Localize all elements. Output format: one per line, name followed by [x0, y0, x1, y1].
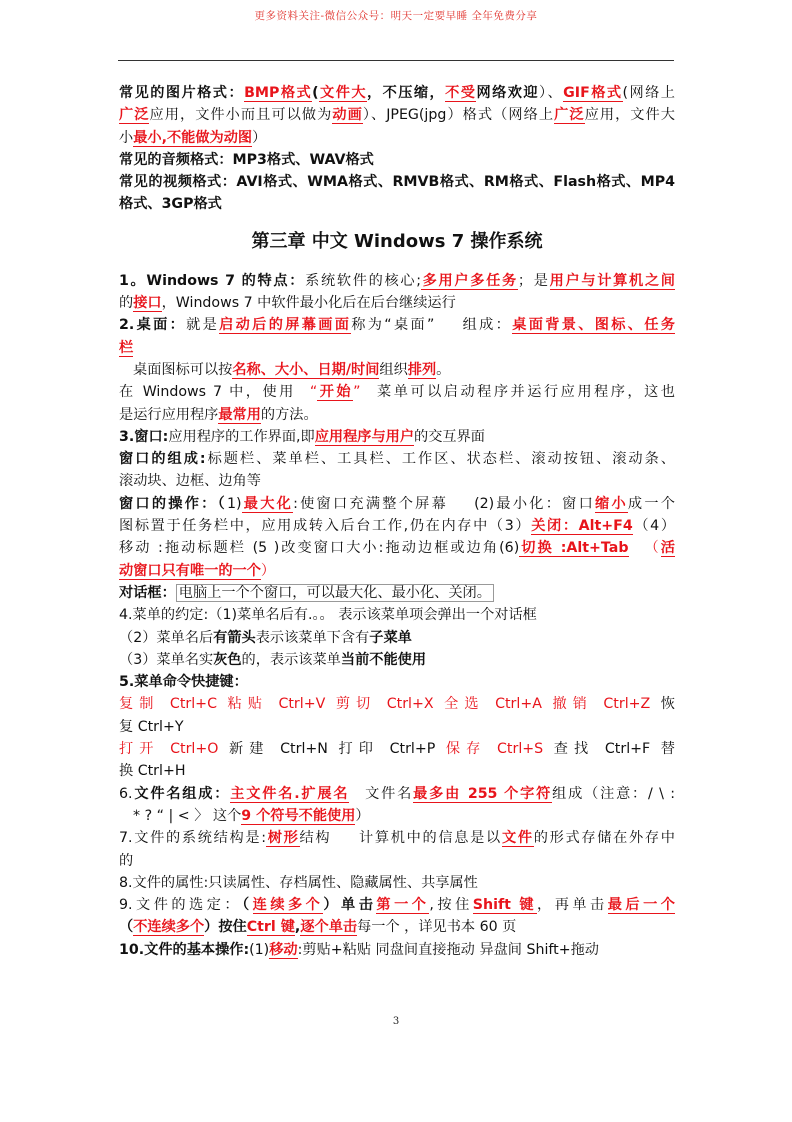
image-formats-line-3: 小最小,不能做为动图） [119, 129, 267, 146]
shortcut-row-1 [119, 693, 675, 715]
shortcut-item: 替 [660, 741, 675, 758]
section-3-line-5: 图标置于任务栏中，应用成转入后台工作,仍在内存中（3）关闭：Alt+F4（4） [119, 518, 676, 535]
section-3-line-3: 滚动块、边框、边角等 [119, 473, 261, 490]
section-5-title: 5.菜单命令快捷键： [119, 674, 248, 691]
image-formats-line-1: 常见的图片格式：BMP格式(文件大，不压缩，不受网络欢迎）、GIF格式(网络上 [119, 85, 675, 101]
section-4-line-2: （2）菜单名后有箭头表示该菜单下含有子菜单 [119, 629, 412, 646]
page-header: 更多资料关注-微信公众号：明天一定要早睡 全年免费分享 [254, 10, 538, 22]
section-2-line-2: 栏 [119, 339, 134, 356]
section-3-line-7: 动窗口只有唯一的一个） [119, 562, 276, 579]
section-8: 8.文件的属性:只读属性、存档属性、隐藏属性、共享属性 [119, 874, 478, 891]
section-2-line-4: 在 Windows 7 中，使用 “开始” 菜单可以启动程序并运行应用程序，这也 [119, 384, 675, 401]
dialog-box-line: 对话框： 电脑上一个个窗口，可以最大化、最小化、关闭。 [119, 582, 675, 604]
shortcut-item: 粘贴 Ctrl+V [227, 696, 326, 713]
shortcut-item: 复制 Ctrl+C [119, 696, 217, 713]
shortcut-row-2 [119, 738, 675, 760]
image-formats-line-2: 广泛应用，文件小而且可以做为动画）、JPEG(jpg）格式（网络上广泛应用，文件大 [119, 107, 675, 124]
section-7-line-1: 7.文件的系统结构是:树形结构 计算机中的信息是以文件的形式存储在外存中 [119, 830, 675, 847]
header-rule [118, 60, 674, 61]
shortcut-item: 保存 Ctrl+S [445, 741, 544, 758]
shortcut-item: 撤销 Ctrl+Z [552, 696, 651, 713]
section-9-line-2: （不连续多个）按住Ctrl 键,逐个单击每一个 ，详见书本 60 页 [119, 919, 517, 936]
section-7-line-2: 的 [119, 852, 134, 869]
shortcut-row-2-cont: 换 Ctrl+H [119, 763, 186, 780]
section-3-line-6: 移动 :拖动标题栏 (5 )改变窗口大小:拖动边框或边角(6)切换 :Alt+Tab （活 [119, 540, 675, 557]
section-2-line-1: 2.桌面：就是启动后的屏幕画面称为“桌面” 组成：桌面背景、图标、任务 [119, 317, 675, 334]
shortcut-item: 新建 Ctrl+N [229, 741, 328, 758]
section-9-line-1: 9.文件的选定：（连续多个）单击第一个,按住Shift 键，再单击最后一个 [119, 897, 675, 914]
document-body [119, 82, 675, 961]
section-3-line-4: 窗口的操作：（1)最大化:使窗口充满整个屏幕 (2)最小化：窗口缩小成一个 [119, 495, 675, 512]
section-1-line-1: 1。Windows 7 的特点：系统软件的核心;多用户多任务；是用户与计算机之间 [119, 272, 675, 289]
section-4-line-3: （3）菜单名实灰色的，表示该菜单当前不能使用 [119, 651, 427, 668]
section-6-line-2: * ? “ | < 〉 这个9 个符号不能使用） [133, 807, 370, 824]
shortcut-item: 查找 Ctrl+F [553, 741, 651, 758]
shortcut-item: 全选 Ctrl+A [444, 696, 542, 713]
shortcut-item: 打开 Ctrl+O [119, 741, 219, 758]
chapter-title: 第三章 中文 Windows 7 操作系统 [251, 230, 543, 252]
section-4-line-1: 4.菜单的约定:（1)菜单名后有.。。 表示该菜单项会弹出一个对话框 [119, 607, 537, 624]
section-2-line-5: 是运行应用程序最常用的方法。 [119, 406, 318, 423]
audio-formats: 常见的音频格式：MP3格式、WAV格式 [119, 151, 374, 168]
section-3-line-2: 窗口的组成:标题栏、菜单栏、工具栏、工作区、状态栏、滚动按钮、滚动条、 [119, 451, 675, 468]
section-3-line-1: 3.窗口:应用程序的工作界面,即应用程序与用户的交互界面 [119, 428, 485, 445]
shortcut-item: 打印 Ctrl+P [338, 741, 436, 758]
video-formats-line-2: 格式、3GP格式 [119, 196, 222, 213]
section-10: 10.文件的基本操作:(1)移动:剪贴+粘贴 同盘间直接拖动 异盘间 Shift+拖动 [119, 941, 599, 958]
section-1-line-2: 的接口，Windows 7 中软件最小化后在后台继续运行 [119, 295, 456, 312]
video-formats-line-1: 常见的视频格式：AVI格式、WMA格式、RMVB格式、RM格式、Flash格式、MP4 [119, 174, 675, 191]
section-2-line-3: 桌面图标可以按名称、大小、日期/时间组织排列。 [133, 361, 451, 378]
shortcut-row-1-cont: 复 Ctrl+Y [119, 718, 184, 735]
section-6-line-1: 6.文件名组成：主文件名.扩展名 文件名最多由 255 个字符组成（注意：/ \ : [119, 785, 675, 802]
shortcut-item: 恢 [660, 696, 675, 713]
page-number: 3 [392, 1016, 400, 1027]
shortcut-item: 剪切 Ctrl+X [335, 696, 434, 713]
